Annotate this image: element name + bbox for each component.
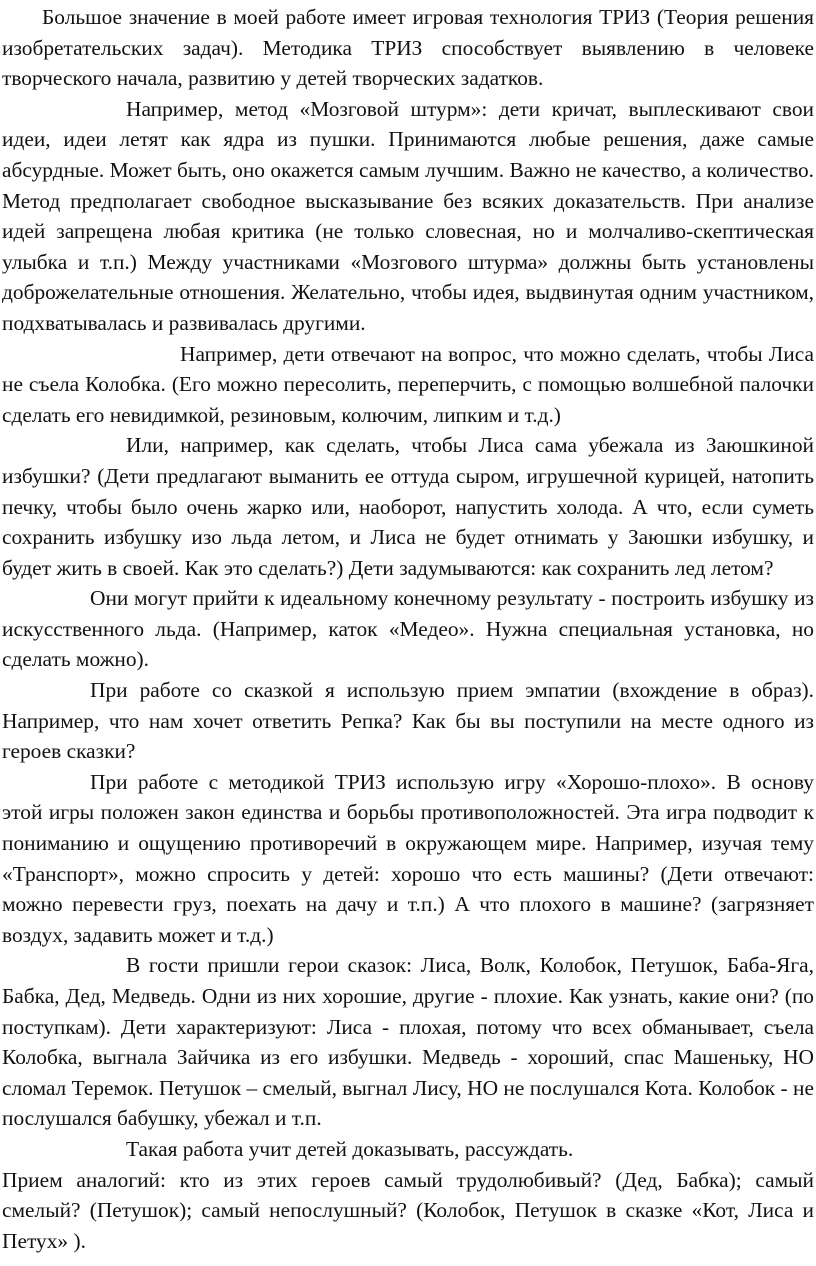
paragraph-triz-intro: Большое значение в моей работе имеет игровая технология ТРИЗ (Теория решения изобретательских задач). Методика ТРИЗ способствует выявлению в человеке творческого начала, развитию у детей творческих задатков. xyxy=(2,5,814,91)
paragraph-fairy-heroes: В гости пришли герои сказок: Лиса, Волк, Колобок, Петушок, Баба-Яга, Бабка, Дед, Медведь. Одни из них хорошие, другие - плохие. Как узнать, какие они? (по поступкам). Дети характеризуют: Лиса - плохая, потому что всех обманывает, съела Колобка, выгнала Зайчика из его избушки. Медведь - хороший, спас Машеньку, НО сломал Теремок. Петушок – смелый, выгнал Лису, НО не послушался Кота. Колобок - не послушался бабушку, убежал и т.п. xyxy=(2,953,814,1131)
paragraph-kolobok-example: Например, дети отвечают на вопрос, что можно сделать, чтобы Лиса не съела Колобка. (Его можно пересолить, переперчить, с помощью волшебной палочки сделать его невидимкой, резиновым, колючим, липким и т.д.) xyxy=(2,341,814,427)
paragraph-reasoning: Такая работа учит детей доказывать, рассуждать. xyxy=(126,1136,574,1161)
paragraph-brainstorm: Например, метод «Мозговой штурм»: дети кричат, выплескивают свои идеи, идеи летят как ядра из пушки. Принимаются любые решения, даже самые абсурдные. Может быть, оно окажется самым лучшим. Важно не качество, а количество. Метод предполагает свободное высказывание без всяких доказательств. При анализе идей запрещена любая критика (не только словесная, но и молчаливо-скептическая улыбка и т.п.) Между участниками «Мозгового штурма» должны быть установлены доброжелательные отношения. Желательно, чтобы идея, выдвинутая одним участником, подхватывалась и развивалась другими. xyxy=(2,96,814,335)
paragraph-empathy: При работе со сказкой я использую прием эмпатии (вхождение в образ). Например, что нам хочет ответить Репка? Как бы вы поступили на месте одного из героев сказки? xyxy=(2,678,814,764)
paragraph-good-bad-game: При работе с методикой ТРИЗ использую игру «Хорошо-плохо». В основу этой игры положен закон единства и борьбы противоположностей. Эта игра подводит к пониманию и ощущению противоречий в окружающем мире. Например, изучая тему «Транспорт», можно спросить у детей: хорошо что есть машины? (Дети отвечают: можно перевести груз, поехать на дачу и т.п.) А что плохого в машине? (загрязняет воздух, задавить может и т.д.) xyxy=(2,769,814,947)
paragraph-ideal-result: Они могут прийти к идеальному конечному результату - построить избушку из искусственного льда. (Например, каток «Медео». Нужна специальная установка, но сделать можно). xyxy=(2,586,814,672)
paragraph-fox-hut-example: Или, например, как сделать, чтобы Лиса сама убежала из Заюшкиной избушки? (Дети предлагают выманить ее оттуда сыром, игрушечной курицей, натопить печку, чтобы было очень жарко или, наоборот, напустить холода. А что, если суметь сохранить избушку изо льда летом, и Лиса не будет отнимать у Заюшки избушку, и будет жить в своей. Как это сделать?) Дети задумываются: как сохранить лед летом? xyxy=(2,433,814,580)
paragraph-analogies: Прием аналогий: кто из этих героев самый трудолюбивый? (Дед, Бабка); самый смелый? (Петушок); самый непослушный? (Колобок, Петушок в сказке «Кот, Лиса и Петух» ). xyxy=(2,1167,814,1253)
